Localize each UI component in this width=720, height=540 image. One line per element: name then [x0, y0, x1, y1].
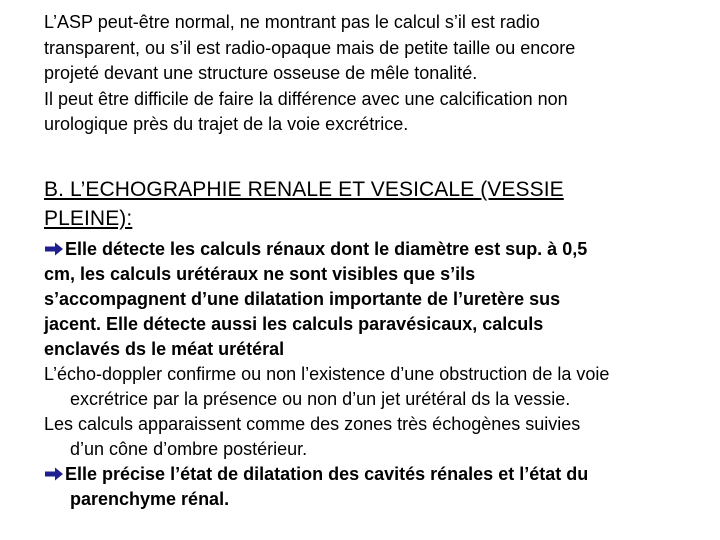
doppler-line: excrétrice par la présence ou non d’un jet urétéral ds la vessie. — [70, 389, 571, 409]
section-heading-line: B. L’ECHOGRAPHIE RENALE ET VESICALE (VESSIE — [44, 178, 564, 201]
bullet-line: parenchyme rénal. — [70, 489, 230, 509]
bullet-line: cm, les calculs urétéraux ne sont visibles que s’ils — [44, 264, 476, 284]
calculs-line: Les calculs apparaissent comme des zones très échogènes suivies — [44, 414, 581, 434]
echography-body — [44, 237, 714, 512]
intro-line: transparent, ou s’il est radio-opaque mais de petite taille ou encore — [44, 37, 576, 58]
intro-paragraph — [44, 10, 704, 138]
intro-line: projeté devant une structure osseuse de mêle tonalité. — [44, 63, 478, 83]
section-heading — [44, 175, 704, 233]
intro-line: L’ASP peut-être normal, ne montrant pas le calcul s’il est radio — [44, 12, 540, 32]
bullet-line — [44, 237, 714, 262]
bullet-line: jacent. Elle détecte aussi les calculs paravésicaux, calculs — [44, 314, 544, 334]
doppler-line: L’écho-doppler confirme ou non l’existence d’une obstruction de la voie — [44, 364, 610, 384]
right-arrow-icon — [44, 467, 64, 481]
bullet-line: enclavés ds le méat urétéral — [44, 339, 285, 359]
bullet-text: Elle détecte les calculs rénaux dont le diamètre est sup. à 0,5 — [65, 239, 588, 259]
calculs-line: d’un cône d’ombre postérieur. — [70, 439, 308, 459]
intro-line: urologique près du trajet de la voie excrétrice. — [44, 114, 409, 134]
intro-line: Il peut être difficile de faire la différence avec une calcification non — [44, 88, 568, 109]
bullet-text: Elle précise l’état de dilatation des cavités rénales et l’état du — [65, 464, 589, 484]
bullet-line: s’accompagnent d’une dilatation importante de l’uretère sus — [44, 289, 561, 309]
bullet-line — [44, 462, 714, 487]
section-heading-line: PLEINE): — [44, 207, 133, 230]
right-arrow-icon — [44, 242, 64, 256]
